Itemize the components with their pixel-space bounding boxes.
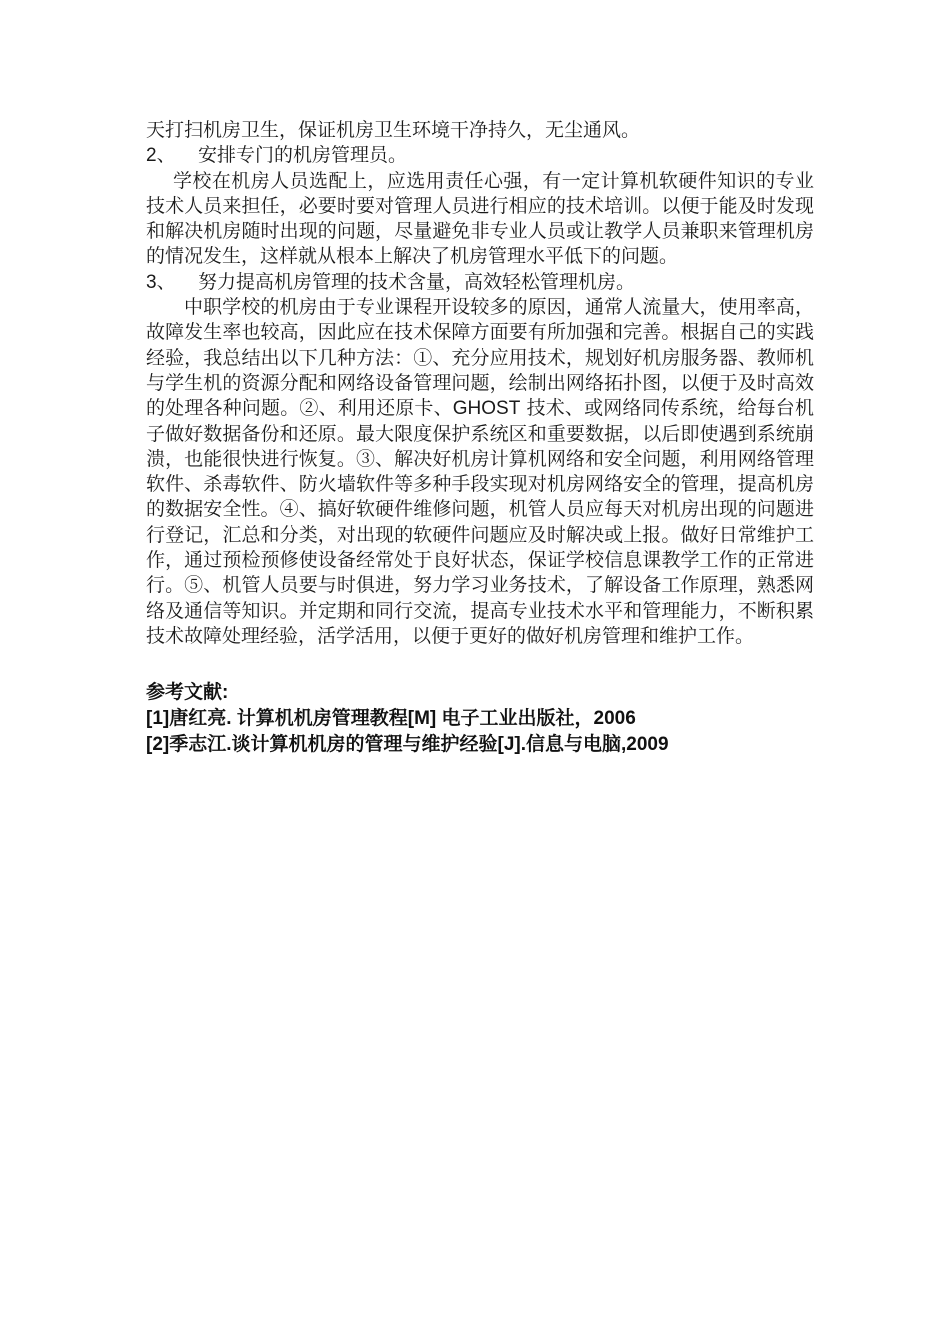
paragraph-technical-methods — [146, 295, 814, 649]
paragraph-continuation: 天打扫机房卫生，保证机房卫生环境干净持久，无尘通风。 — [146, 119, 641, 141]
item-text: 安排专门的机房管理员。 — [198, 144, 408, 167]
item-number: 3、 — [146, 271, 176, 293]
item-text: 努力提高机房管理的技术含量，高效轻松管理机房。 — [198, 270, 636, 293]
references-heading: 参考文献: — [146, 682, 229, 704]
item-number: 2、 — [146, 145, 176, 167]
paragraph-text-part: 技术、或网络同传系统，给每台机子做好数据备份和还原。最大限度保护系统区和重要数据，以后即使遇到系统崩溃，也能很快进行恢复。③、解决好机房计算机网络和安全问题，利用网络管理软件、杀毒软件、防火墙软件等多种手段实现对机房网络安全的管理，提高机房的数据安全性。④、搞好软硬件维修问题，机管人员应每天对机房出现的问题进行登记，汇总和分类，对出现的软硬件问题应及时解决或上报。做好日常维护工作，通过预检预修使设备经常处于良好状态，保证学校信息课教学工作的正常进行。⑤、机管人员要与时俱进，努力学习业务技术，了解设备工作原理，熟悉网络及通信等知识。并定期和同行交流，提高专业技术水平和管理能力，不断积累技术故障处理经验，活学活用，以便于更好的做好机房管理和维护工作。 — [146, 397, 814, 647]
ghost-term: GHOST — [452, 398, 521, 420]
references-section — [146, 680, 814, 758]
paragraph-text-part: 中职学校的机房由于专业课程开设较多的原因，通常人流量大，使用率高，故障发生率也较高，因此应在技术保障方面要有所加强和完善。根据自己的实践经验，我总结出以下几种方法：①、充分应用技术，规划好机房服务器、教师机与学生机的资源分配和网络设备管理问题，绘制出网络拓扑图，以便于及时高效的处理各种问题。②、利用还原卡、 — [146, 296, 814, 420]
paragraph-staff-selection: 学校在机房人员选配上，应选用责任心强，有一定计算机软硬件知识的专业技术人员来担任，必要时要对管理人员进行相应的技术培训。以便于能及时发现和解决机房随时出现的问题，尽量避免非专业人员或让教学人员兼职来管理机房的情况发生，这样就从根本上解决了机房管理水平低下的问题。 — [146, 169, 814, 268]
numbered-item-2 — [146, 143, 814, 168]
reference-item: [2]季志江.谈计算机机房的管理与维护经验[J].信息与电脑,2009 — [146, 734, 669, 756]
numbered-item-3 — [146, 270, 814, 295]
reference-item: [1]唐红亮. 计算机机房管理教程[M] 电子工业出版社，2006 — [146, 708, 636, 730]
document-body — [146, 118, 814, 758]
